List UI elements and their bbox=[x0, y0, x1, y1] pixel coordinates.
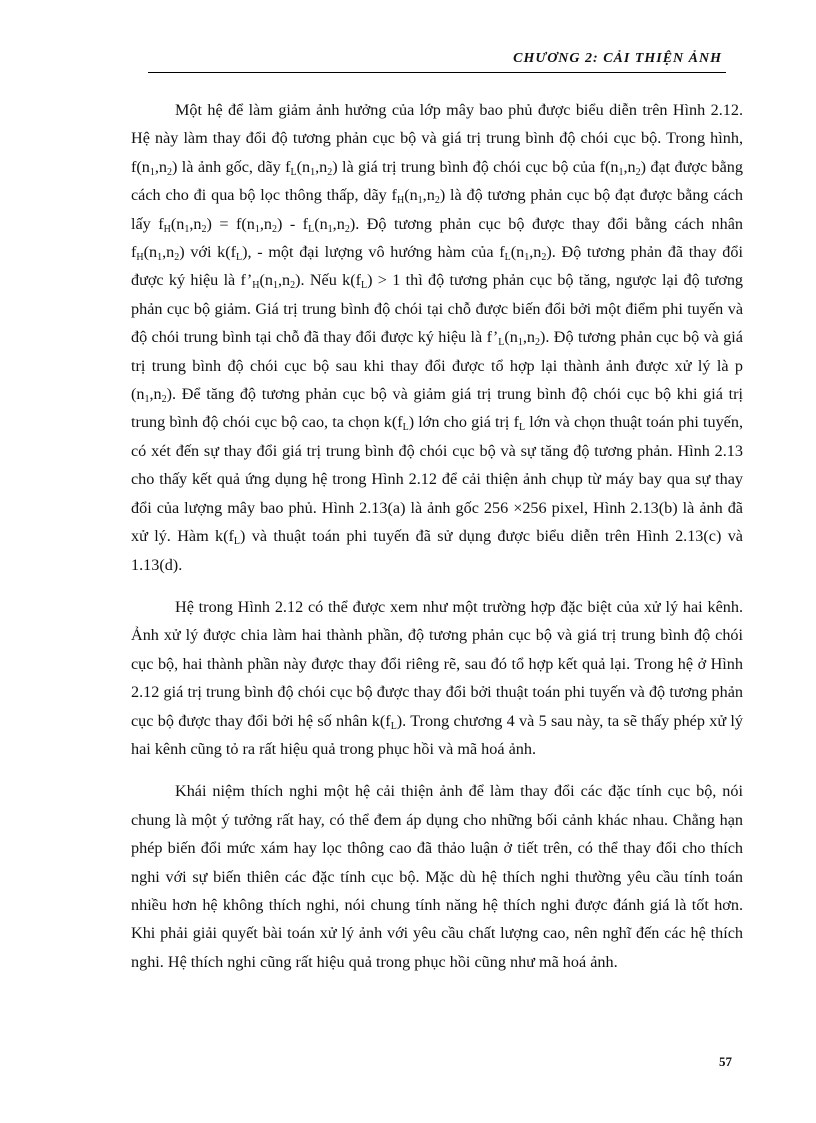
page-header bbox=[148, 50, 726, 73]
page-number: 57 bbox=[719, 1054, 732, 1069]
paragraph-2: Hệ trong Hình 2.12 có thể được xem như một trường hợp đặc biệt của xử lý hai kênh. Ảnh xử lý được chia làm hai thành phần, độ tương phản cục bộ và giá trị trung bình độ chói cục bộ, hai thành phần này được thay đổi riêng rẽ, sau đó tổ hợp kết quả lại. Trong hệ ở Hình 2.12 giá trị trung bình độ chói cục bộ được thay đổi bởi thuật toán phi tuyến và độ tương phản cục bộ được thay đổi bởi hệ số nhân $k(f_L)$. Trong chương 4 và 5 sau này, ta sẽ thấy phép xử lý hai kênh cũng tỏ ra rất hiệu quả trong phục hồi và mã hoá ảnh. bbox=[131, 597, 743, 758]
paragraph-1: Một hệ để làm giảm ảnh hưởng của lớp mây bao phủ được biểu diễn trên Hình 2.12. Hệ này làm thay đổi độ tương phản cục bộ và giá trị trung bình độ chói cục bộ. Trong hình, $f(n_1,n_2)$ là ảnh gốc, dãy $f_L(n_1,n_2)$ là giá trị trung bình độ chói cục bộ của $f(n_1,n_2)$ đạt được bằng cách cho đi qua bộ lọc thông thấp, dãy $f_H(n_1,n_2)$ là độ tương phản cục bộ đạt được bằng cách lấy $f_H(n_1,n_2) = f(n_1,n_2) - f_L(n_1,n_2)$. Độ tương phản cục bộ được thay đổi bằng cách nhân $f_H(n_1,n_2)$ với $k(f_L)$, - một đại lượng vô hướng hàm của $f_L(n_1,n_2)$. Độ tương phản đã thay đổi được ký hiệu là $f’_H(n_1,n_2)$. Nếu $k(f_L) > 1$ thì độ tương phản cục bộ tăng, ngược lại độ tương phản cục bộ giảm. Giá trị trung bình độ chói tại chỗ được biến đổi bởi một điểm phi tuyến và độ chói trung bình tại chỗ đã thay đổi được ký hiệu là $f’_L(n_1,n_2)$. Độ tương phản cục bộ và giá trị trung bình độ chói cục bộ sau khi thay đổi được tổ hợp lại thành ảnh được xử lý là p $(n_1,n_2)$. Để tăng độ tương phản cục bộ và giảm giá trị trung bình độ chói cục bộ khi giá trị trung bình độ chói cục bộ cao, ta chọn $k(f_L)$ lớn cho giá trị $f_L$ lớn và chọn thuật toán phi tuyến, có xét đến sự thay đổi giá trị trung bình độ chói cục bộ và sự tăng độ tương phản. Hình 2.13 cho thấy kết quả ứng dụng hệ trong Hình 2.12 để cải thiện ảnh chụp từ máy bay qua sự thay đổi của lượng mây bao phủ. Hình 2.13(a) là ảnh gốc 256 ×256 pixel, Hình 2.13(b) là ảnh đã xử lý. Hàm $k(f_L)$ và thuật toán phi tuyến đã sử dụng được biểu diễn trên Hình 2.13(c) và 1.13(d). bbox=[131, 101, 744, 574]
paragraph-3: Khái niệm thích nghi một hệ cải thiện ảnh để làm thay đổi các đặc tính cục bộ, nói chung là một ý tưởng rất hay, có thể đem áp dụng cho những bối cảnh khác nhau. Chẳng hạn phép biến đổi mức xám hay lọc thông cao đã thảo luận ở tiết trên, có thể thay đổi cho thích nghi với sự biến thiên các đặc tính cục bộ. Mặc dù hệ thích nghi thường yêu cầu tính toán nhiều hơn hệ không thích nghi, nói chung tính năng hệ thích nghi được đánh giá là tốt hơn. Khi phải giải quyết bài toán xử lý ảnh với yêu cầu chất lượng cao, nên nghĩ đến các hệ thích nghi. Hệ thích nghi cũng rất hiệu quả trong phục hồi cũng như mã hoá ảnh. bbox=[131, 782, 743, 971]
chapter-title: CHƯƠNG 2: CẢI THIỆN ẢNH bbox=[513, 51, 722, 66]
page-body bbox=[131, 96, 743, 990]
